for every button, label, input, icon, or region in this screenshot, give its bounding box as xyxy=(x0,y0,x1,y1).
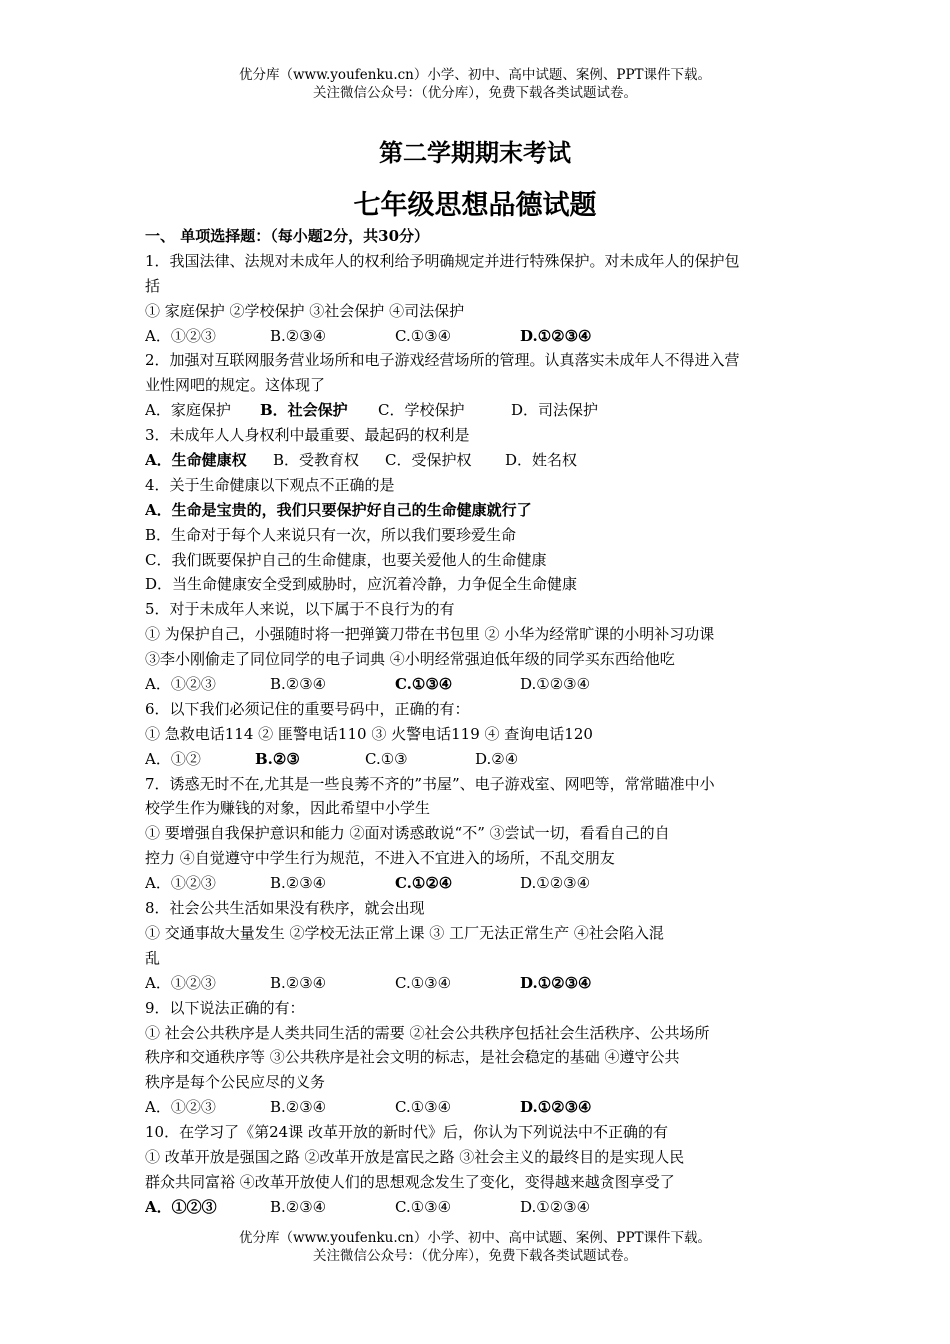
q10-items-line-2: 群众共同富裕 ④改革开放使人们的思想观念发生了变化，变得越来越贪图享受了 xyxy=(145,1172,675,1191)
q1-option-a: A．①②③ xyxy=(145,326,216,345)
q7-items-line-1: ① 要增强自我保护意识和能力 ②面对诱惑敢说“不” ③尝试一切，看看自己的自 xyxy=(145,824,670,843)
q5-items-line-1: ① 为保护自己，小强随时将一把弹簧刀带在书包里 ② 小华为经常旷课的小明补习功课 xyxy=(145,625,715,644)
q5-option-b: B.②③④ xyxy=(270,675,327,694)
q1-option-b: B.②③④ xyxy=(270,326,327,345)
exam-title: 第二学期期末考试 xyxy=(379,138,571,167)
q8-option-a: A．①②③ xyxy=(145,973,216,992)
q6-option-b: B.②③ xyxy=(255,749,300,768)
q3-options xyxy=(145,448,810,473)
q8-option-c: C.①③④ xyxy=(395,973,452,992)
q10-option-a: A．①②③ xyxy=(145,1197,217,1216)
q1-items: ① 家庭保护 ②学校保护 ③社会保护 ④司法保护 xyxy=(145,301,465,320)
q9-option-b: B.②③④ xyxy=(270,1098,327,1117)
q9-items-line-3: 秩序是每个公民应尽的义务 xyxy=(145,1073,326,1092)
footer-line-2: 关注微信公众号：（优分库），免费下载各类试题试卷。 xyxy=(313,1248,637,1264)
q10-option-c: C.①③④ xyxy=(395,1197,452,1216)
q2-stem-line-1: 2．加强对互联网服务营业场所和电子游戏经营场所的管理。认真落实未成年人不得进入营 xyxy=(145,351,740,370)
q5-option-c: C.①③④ xyxy=(395,675,453,694)
q1-stem-line-2: 括 xyxy=(145,276,161,295)
q5-stem: 5．对于未成年人来说，以下属于不良行为的有 xyxy=(145,600,455,619)
q4-option-d: D．当生命健康安全受到威胁时，应沉着冷静，力争促全生命健康 xyxy=(145,575,578,594)
q2-option-b: B．社会保护 xyxy=(260,401,348,420)
q7-option-c: C.①②④ xyxy=(395,874,453,893)
q1-stem-line-1: 1．我国法律、法规对未成年人的权利给予明确规定并进行特殊保护。对未成年人的保护包 xyxy=(145,251,740,270)
q5-option-a: A．①②③ xyxy=(145,675,216,694)
q7-items-line-2: 控力 ④自觉遵守中学生行为规范，不进入不宜进入的场所，不乱交朋友 xyxy=(145,849,615,868)
q10-items-line-1: ① 改革开放是强国之路 ②改革开放是富民之路 ③社会主义的最终目的是实现人民 xyxy=(145,1147,685,1166)
q9-option-d: D.①②③④ xyxy=(520,1098,592,1117)
q6-option-a: A．①② xyxy=(145,749,201,768)
q9-option-c: C.①③④ xyxy=(395,1098,452,1117)
q8-option-d: D.①②③④ xyxy=(520,973,592,992)
q3-option-a: A．生命健康权 xyxy=(145,451,247,470)
exam-subtitle: 七年级思想品德试题 xyxy=(353,190,597,221)
header-line-2: 关注微信公众号：（优分库），免费下载各类试题试卷。 xyxy=(313,85,637,101)
q4-stem: 4．关于生命健康以下观点不正确的是 xyxy=(145,475,395,494)
q10-option-b: B.②③④ xyxy=(270,1197,327,1216)
q4-option-b: B．生命对于每个人来说只有一次，所以我们要珍爱生命 xyxy=(145,525,517,544)
q7-option-a: A．①②③ xyxy=(145,874,216,893)
q9-items-line-1: ① 社会公共秩序是人类共同生活的需要 ②社会公共秩序包括社会生活秩序、公共场所 xyxy=(145,1023,710,1042)
q1-options xyxy=(145,324,810,349)
q9-options xyxy=(145,1095,810,1120)
q2-stem-line-2: 业性网吧的规定。这体现了 xyxy=(145,376,326,395)
q6-options xyxy=(145,747,810,772)
q7-options xyxy=(145,871,810,896)
q5-items-line-2: ③李小刚偷走了同位同学的电子词典 ④小明经常强迫低年级的同学买东西给他吃 xyxy=(145,650,675,669)
q8-items-line-1: ① 交通事故大量发生 ②学校无法正常上课 ③ 工厂无法正常生产 ④社会陷入混 xyxy=(145,923,664,942)
q6-items: ① 急救电话114 ② 匪警电话110 ③ 火警电话119 ④ 查询电话120 xyxy=(145,724,593,743)
page-header xyxy=(0,66,950,102)
q2-option-c: C．学校保护 xyxy=(378,401,465,420)
q4-option-a: A．生命是宝贵的，我们只要保护好自己的生命健康就行了 xyxy=(145,500,532,519)
q3-option-c: C．受保护权 xyxy=(385,451,472,470)
section-heading: 一、 单项选择题：（每小题2分，共30分） xyxy=(145,227,430,245)
q9-items-line-2: 秩序和交通秩序等 ③公共秩序是社会文明的标志，是社会稳定的基础 ④遵守公共 xyxy=(145,1048,680,1067)
header-line-1: 优分库（www.youfenku.cn）小学、初中、高中试题、案例、PPT课件下载。 xyxy=(238,67,712,83)
q8-options xyxy=(145,971,810,996)
q3-stem: 3．未成年人人身权利中最重要、最起码的权利是 xyxy=(145,426,470,445)
q6-option-d: D.②④ xyxy=(475,749,519,768)
q10-options xyxy=(145,1195,810,1220)
footer-line-1: 优分库（www.youfenku.cn）小学、初中、高中试题、案例、PPT课件下载。 xyxy=(238,1230,712,1246)
q7-option-d: D.①②③④ xyxy=(520,874,591,893)
q9-option-a: A．①②③ xyxy=(145,1098,216,1117)
q1-option-d: D.①②③④ xyxy=(520,326,592,345)
q9-stem: 9．以下说法正确的有： xyxy=(145,998,305,1017)
question-list xyxy=(145,224,810,1220)
q5-option-d: D.①②③④ xyxy=(520,675,591,694)
q5-options xyxy=(145,672,810,697)
q10-stem: 10．在学习了《第24课 改革开放的新时代》后，你认为下列说法中不正确的有 xyxy=(145,1123,668,1142)
q4-option-c: C．我们既要保护自己的生命健康，也要关爱他人的生命健康 xyxy=(145,550,547,569)
q7-option-b: B.②③④ xyxy=(270,874,327,893)
q8-items-line-2: 乱 xyxy=(145,948,161,967)
q2-options xyxy=(145,398,810,423)
q8-option-b: B.②③④ xyxy=(270,973,327,992)
q8-stem: 8．社会公共生活如果没有秩序，就会出现 xyxy=(145,899,425,918)
q6-option-c: C.①③ xyxy=(365,749,408,768)
q7-stem-line-1: 7．诱惑无时不在,尤其是一些良莠不齐的”书屋”、电子游戏室、网吧等，常常瞄准中小 xyxy=(145,774,715,793)
q2-option-a: A．家庭保护 xyxy=(145,401,231,420)
q7-stem-line-2: 校学生作为赚钱的对象，因此希望中小学生 xyxy=(145,799,431,818)
q3-option-b: B．受教育权 xyxy=(273,451,360,470)
q6-stem: 6．以下我们必须记住的重要号码中，正确的有： xyxy=(145,699,470,718)
page-footer xyxy=(0,1229,950,1265)
q1-option-c: C.①③④ xyxy=(395,326,452,345)
q10-option-d: D.①②③④ xyxy=(520,1197,591,1216)
q2-option-d: D．司法保护 xyxy=(511,401,599,420)
q3-option-d: D．姓名权 xyxy=(505,451,578,470)
